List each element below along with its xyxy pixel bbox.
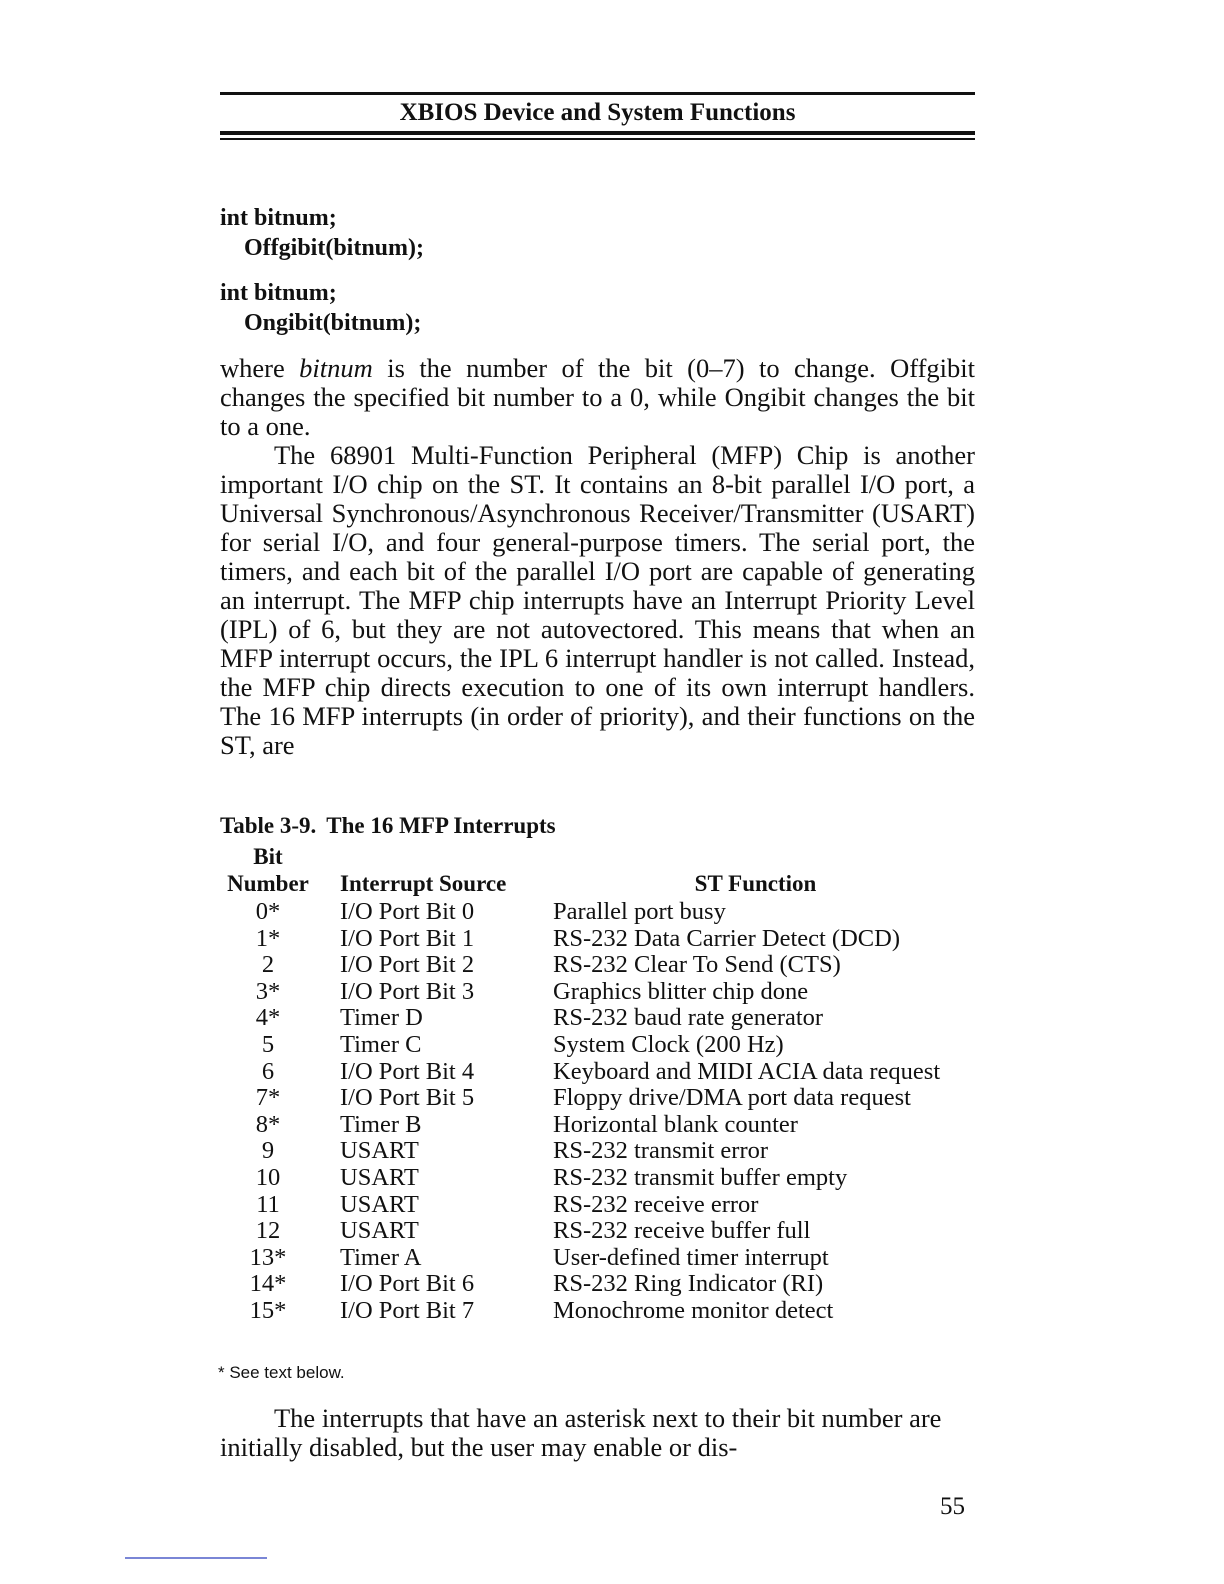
st-function-cell: System Clock (200 Hz) — [553, 1030, 784, 1058]
interrupt-source-cell: I/O Port Bit 5 — [340, 1084, 475, 1112]
st-function-cell: Parallel port busy — [553, 898, 726, 925]
header-rule-top — [220, 92, 975, 95]
interrupt-source-cell: Timer B — [340, 1110, 422, 1138]
paragraph-bitnum: where bitnum is the number of the bit (0–7) to change. Offgibit changes the specified bit number to a 0, while Ongibit changes the bit to a one. — [220, 353, 975, 441]
bit-number-cell: 15* — [249, 1296, 287, 1324]
interrupt-source-cell: I/O Port Bit 6 — [340, 1270, 475, 1298]
bit-number-cell: 4* — [255, 1004, 281, 1032]
st-function-cell: RS-232 transmit buffer empty — [553, 1163, 848, 1191]
st-function-cell: Floppy drive/DMA port data request — [553, 1084, 911, 1112]
italic-term: bitnum — [299, 353, 373, 383]
st-function-cell: RS-232 Clear To Send (CTS) — [553, 951, 841, 979]
table-row — [220, 1165, 980, 1192]
code-call: Offgibit(bitnum); — [244, 235, 424, 261]
closing-paragraph: The interrupts that have an asterisk next to their bit number are initially disabled, but the user may enable or dis- — [220, 1403, 942, 1462]
st-function-cell: User-defined timer interrupt — [553, 1243, 829, 1271]
bit-number-cell: 9 — [261, 1137, 275, 1165]
st-function-cell: Graphics blitter chip done — [553, 977, 809, 1005]
table-row — [220, 952, 980, 979]
table-row — [220, 1032, 980, 1059]
interrupt-source-cell: USART — [340, 1163, 419, 1191]
bit-number-cell: 11 — [256, 1190, 280, 1218]
bit-number-cell: 13* — [249, 1243, 287, 1271]
table-row — [220, 926, 980, 953]
table-body — [220, 899, 980, 1325]
code-block-ongibit — [220, 278, 421, 338]
bit-number-cell: 14* — [249, 1270, 287, 1298]
column-header-st-function: ST Function — [694, 871, 817, 896]
interrupt-source-cell: USART — [340, 1217, 419, 1245]
table-row — [220, 899, 980, 926]
table-row — [220, 1218, 980, 1245]
interrupt-source-cell: I/O Port Bit 1 — [340, 924, 475, 952]
table-title: The 16 MFP Interrupts — [326, 813, 556, 838]
interrupt-source-cell: I/O Port Bit 4 — [340, 1057, 475, 1085]
interrupt-source-cell: USART — [340, 1137, 419, 1165]
bit-number-cell: 0* — [255, 898, 281, 925]
st-function-cell: RS-232 baud rate generator — [553, 1004, 824, 1032]
interrupt-source-cell: I/O Port Bit 2 — [340, 951, 475, 979]
header-rule-bottom-thin — [220, 138, 975, 140]
table-caption — [220, 812, 556, 840]
code-declaration: int bitnum; — [220, 280, 337, 306]
footer-blue-rule — [125, 1557, 267, 1559]
table-footnote: * See text below. — [218, 1363, 345, 1382]
interrupt-source-cell: Timer C — [340, 1030, 422, 1058]
header-rule-bottom-thick — [220, 131, 975, 135]
table-row — [220, 979, 980, 1006]
code-declaration: int bitnum; — [220, 205, 337, 231]
table-number: Table 3-9. — [220, 813, 317, 838]
column-header-bit-number: Bit Number — [227, 844, 309, 896]
st-function-cell: Monochrome monitor detect — [553, 1296, 834, 1324]
bit-number-cell: 8* — [255, 1110, 281, 1138]
page-number: 55 — [940, 1493, 965, 1520]
bit-number-cell: 1* — [255, 924, 281, 952]
st-function-cell: RS-232 receive buffer full — [553, 1217, 811, 1245]
table-row — [220, 1005, 980, 1032]
table-row — [220, 1271, 980, 1298]
table-row — [220, 1059, 980, 1086]
table-row — [220, 1245, 980, 1272]
bit-number-cell: 2 — [261, 951, 275, 979]
table-row — [220, 1112, 980, 1139]
interrupt-source-cell: I/O Port Bit 0 — [340, 898, 475, 925]
st-function-cell: Keyboard and MIDI ACIA data request — [553, 1057, 941, 1085]
table-row — [220, 1085, 980, 1112]
interrupt-source-cell: Timer A — [340, 1243, 422, 1271]
bit-number-cell: 6 — [261, 1057, 275, 1085]
paragraph-mfp: The 68901 Multi-Function Peripheral (MFP) Chip is another important I/O chip on the ST. It contains an 8-bit parallel I/O port, a Universal Synchronous/Asynchronous Receiver/Transmitter (USART) for serial I/O, and four general-purpose timers. The serial port, the timers, and each bit of the parallel I/O port are capable of generating an interrupt. The MFP chip interrupts have an Interrupt Priority Level (IPL) of 6, but they are not autovectored. This means that when an MFP interrupt occurs, the IPL 6 interrupt handler is not called. Instead, the MFP chip directs execution to one of its own interrupt handlers. The 16 MFP interrupts (in order of priority), and their functions on the ST, are — [220, 440, 975, 760]
st-function-cell: RS-232 receive error — [553, 1190, 759, 1218]
bit-number-cell: 5 — [261, 1030, 275, 1058]
st-function-cell: RS-232 transmit error — [553, 1137, 769, 1165]
bit-number-cell: 3* — [255, 977, 281, 1005]
body-text — [220, 354, 975, 760]
interrupt-source-cell: Timer D — [340, 1004, 423, 1032]
running-header: XBIOS Device and System Functions — [399, 99, 796, 126]
column-header-interrupt-source: Interrupt Source — [340, 871, 507, 896]
bit-number-cell: 12 — [255, 1217, 281, 1245]
table-row — [220, 1192, 980, 1219]
bit-number-cell: 10 — [255, 1163, 281, 1191]
bit-number-cell: 7* — [255, 1084, 281, 1112]
st-function-cell: RS-232 Data Carrier Detect (DCD) — [553, 924, 900, 952]
code-call: Ongibit(bitnum); — [244, 310, 422, 336]
code-block-offgibit — [220, 203, 424, 263]
st-function-cell: Horizontal blank counter — [553, 1110, 798, 1138]
interrupt-source-cell: I/O Port Bit 7 — [340, 1296, 475, 1324]
table-row — [220, 1298, 980, 1325]
interrupt-source-cell: USART — [340, 1190, 419, 1218]
table-row — [220, 1138, 980, 1165]
interrupt-source-cell: I/O Port Bit 3 — [340, 977, 475, 1005]
st-function-cell: RS-232 Ring Indicator (RI) — [553, 1270, 824, 1298]
